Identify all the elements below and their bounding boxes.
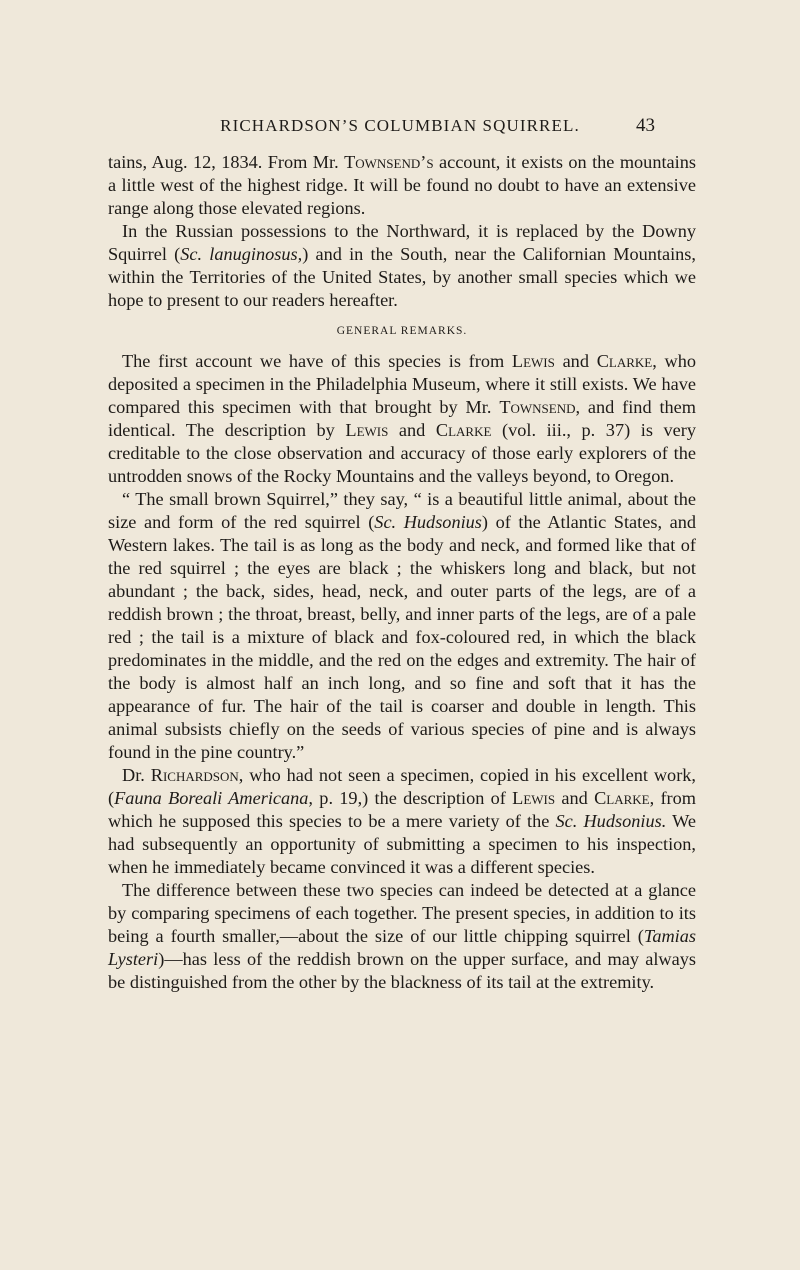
section-heading: GENERAL REMARKS. <box>336 325 468 337</box>
text-run: (vol. iii., p. 37) is very creditable to the close observation and accuracy of those early explorers of the untrodden snows of the Rocky Mountains and the valleys beyond, to Oregon. <box>108 420 696 486</box>
text-run: and find them identical. The description by <box>108 397 696 440</box>
text-run: p. 19,) the description of <box>313 788 513 808</box>
species-name: Tamias Lysteri <box>108 926 696 969</box>
paragraph-3 <box>108 350 696 488</box>
text-run: account, it exists on the mountains a little west of the highest ridge. It will be found no doubt to have an extensive range along those elevated regions. <box>108 152 696 218</box>
text-run: The difference between these two species can indeed be detected at a glance by comparing specimens of each together. The present species, in addition to its being a fourth smaller,—about the size of our little chipping squirrel ( <box>108 880 696 946</box>
running-title: RICHARDSON’S COLUMBIAN SQUIRREL. <box>220 116 580 135</box>
author-name: Clarke, <box>596 351 657 371</box>
page-number: 43 <box>636 115 655 136</box>
author-name: Clarke, <box>594 788 655 808</box>
paragraph-4 <box>108 488 696 764</box>
paragraph-1 <box>108 151 696 220</box>
paragraph-2 <box>108 220 696 312</box>
author-name: Lewis <box>512 788 556 808</box>
species-name: Sc. lanuginosus, <box>180 244 303 264</box>
text-run: Dr. <box>122 765 151 785</box>
running-head <box>0 116 800 140</box>
body-text <box>108 151 696 994</box>
text-run: In the Russian possessions to the Northward, it is replaced by the Downy Squirrel ( <box>108 221 696 264</box>
author-name: Townsend’s <box>344 152 434 172</box>
text-run: who deposited a specimen in the Philadelphia Museum, where it still exists. We have compared this specimen with that brought by Mr. <box>108 351 696 417</box>
text-run: We had subsequently an opportunity of submitting a specimen to his inspection, when he immediately became convinced it was a different species. <box>108 811 696 877</box>
text-run: ) of the Atlantic States, and Western lakes. The tail is as long as the body and neck, and formed like that of the red squirrel ; the eyes are black ; the whiskers long and black, but not abundant ; the back, sides, head, neck, and outer parts of the legs, are of a reddish brown ; the throat, breast, belly, and inner parts of the legs, are of a pale red ; the tail is a mixture of black and fox-coloured red, in which the black predominates in the middle, and the red on the edges and extremity. The hair of the body is almost half an inch long, and so fine and soft that it has the appearance of fur. The hair of the tail is coarser and double in length. This animal subsists chiefly on the seeds of various species of pine and is always found in the pine country.” <box>108 512 697 762</box>
text-run: The first account we have of this species is from <box>122 351 512 371</box>
text-run: who had not seen a specimen, copied in his excellent work, ( <box>108 765 696 808</box>
text-run: “ The small brown Squirrel,” they say, “ is a beautiful little animal, about the size and form of the red squirrel ( <box>108 489 696 532</box>
text-run: and <box>388 420 436 440</box>
text-run: )—has less of the reddish brown on the upper surface, and may always be distinguished from the other by the blackness of its tail at the extremity. <box>108 949 696 992</box>
species-name: Sc. Hudsonius <box>374 512 482 532</box>
text-run: ) and in the South, near the Californian Mountains, within the Territories of the United States, by another small species which we hope to present to our readers hereafter. <box>108 244 696 310</box>
species-name: Sc. Hudsonius. <box>555 811 667 831</box>
text-run: and <box>555 788 595 808</box>
text-run: tains, Aug. 12, 1834. From Mr. <box>108 152 345 172</box>
text-run: from which he supposed this species to be a mere variety of the <box>108 788 696 831</box>
author-name: Clarke <box>435 420 492 440</box>
author-name: Richardson, <box>150 765 244 785</box>
author-name: Lewis <box>345 420 389 440</box>
paragraph-6 <box>108 879 696 994</box>
text-run: and <box>554 351 597 371</box>
author-name: Lewis <box>511 351 555 371</box>
book-title: Fauna Boreali Americana, <box>114 788 314 808</box>
paragraph-5 <box>108 764 696 879</box>
author-name: Townsend, <box>499 397 581 417</box>
